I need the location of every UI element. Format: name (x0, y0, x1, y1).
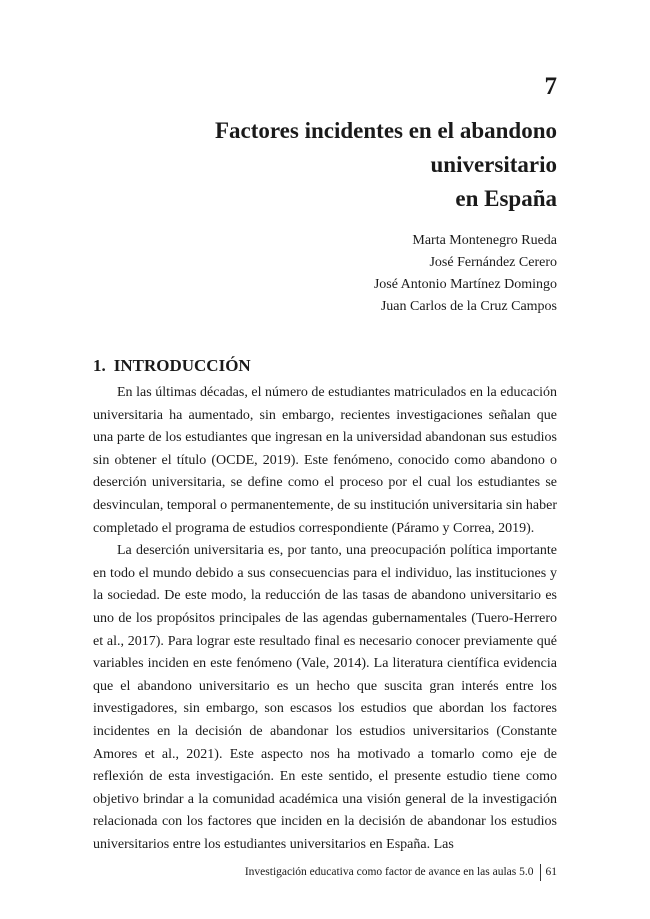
body-text (93, 382, 557, 856)
footer-divider (540, 864, 541, 881)
author-name: Juan Carlos de la Cruz Campos (380, 299, 557, 314)
chapter-title-line-1: Factores incidentes en el abandono universitario (214, 118, 557, 177)
section-number: 1. (93, 356, 106, 375)
paragraph: En las últimas décadas, el número de estudiantes matriculados en la educación universitaria ha aumentado, sin embargo, recientes investigaciones señalan que una parte de los estudiantes que ingresan en la universidad abandonan sus estudios sin obtener el título (OCDE, 2019). Este fenómeno, conocido como abandono o deserción universitaria, se define como el proceso por el cual los estudiantes se desvinculan, temporal o permanentemente, de su institución universitaria sin haber completado el programa de estudios correspondiente (Páramo y Correa, 2019). (93, 385, 557, 536)
paragraph: La deserción universitaria es, por tanto, una preocupación política importante en todo el mundo debido a sus consecuencias para el individuo, las instituciones y la sociedad. De este modo, la reducción de las tasas de abandono universitario es uno de los propósitos principales de las agendas gubernamentales (Tuero-Herrero et al., 2017). Para lograr este resultado final es necesario conocer previamente qué variables inciden en este fenómeno (Vale, 2014). La literatura científica evidencia que el abandono universitario es un hecho que suscita gran interés entre los investigadores, sin embargo, son escasos los estudios que abordan los factores incidentes en la decisión de abandonar los estudios universitarios (Constante Amores et al., 2021). Este aspecto nos ha motivado a tomarlo como eje de reflexión de esta investigación. En este sentido, el presente estudio tiene como objetivo brindar a la comunidad académica una visión general de la investigación relacionada con los factores que inciden en la decisión de abandonar los estudios universitarios entre los estudiantes universitarios en España. Las (93, 543, 557, 852)
chapter-title (88, 114, 557, 216)
page-footer (245, 864, 557, 881)
chapter-title-line-2: en España (455, 186, 557, 211)
page-number: 61 (545, 866, 557, 879)
footer-book-title: Investigación educativa como factor de avance en las aulas 5.0 (244, 866, 534, 879)
author-name: José Fernández Cerero (429, 255, 557, 270)
author-name: José Antonio Martínez Domingo (373, 277, 557, 292)
section-title: INTRODUCCIÓN (113, 356, 251, 375)
author-list (374, 230, 557, 318)
chapter-number: 7 (544, 73, 557, 100)
author-name: Marta Montenegro Rueda (412, 233, 557, 248)
section-heading (93, 355, 251, 377)
